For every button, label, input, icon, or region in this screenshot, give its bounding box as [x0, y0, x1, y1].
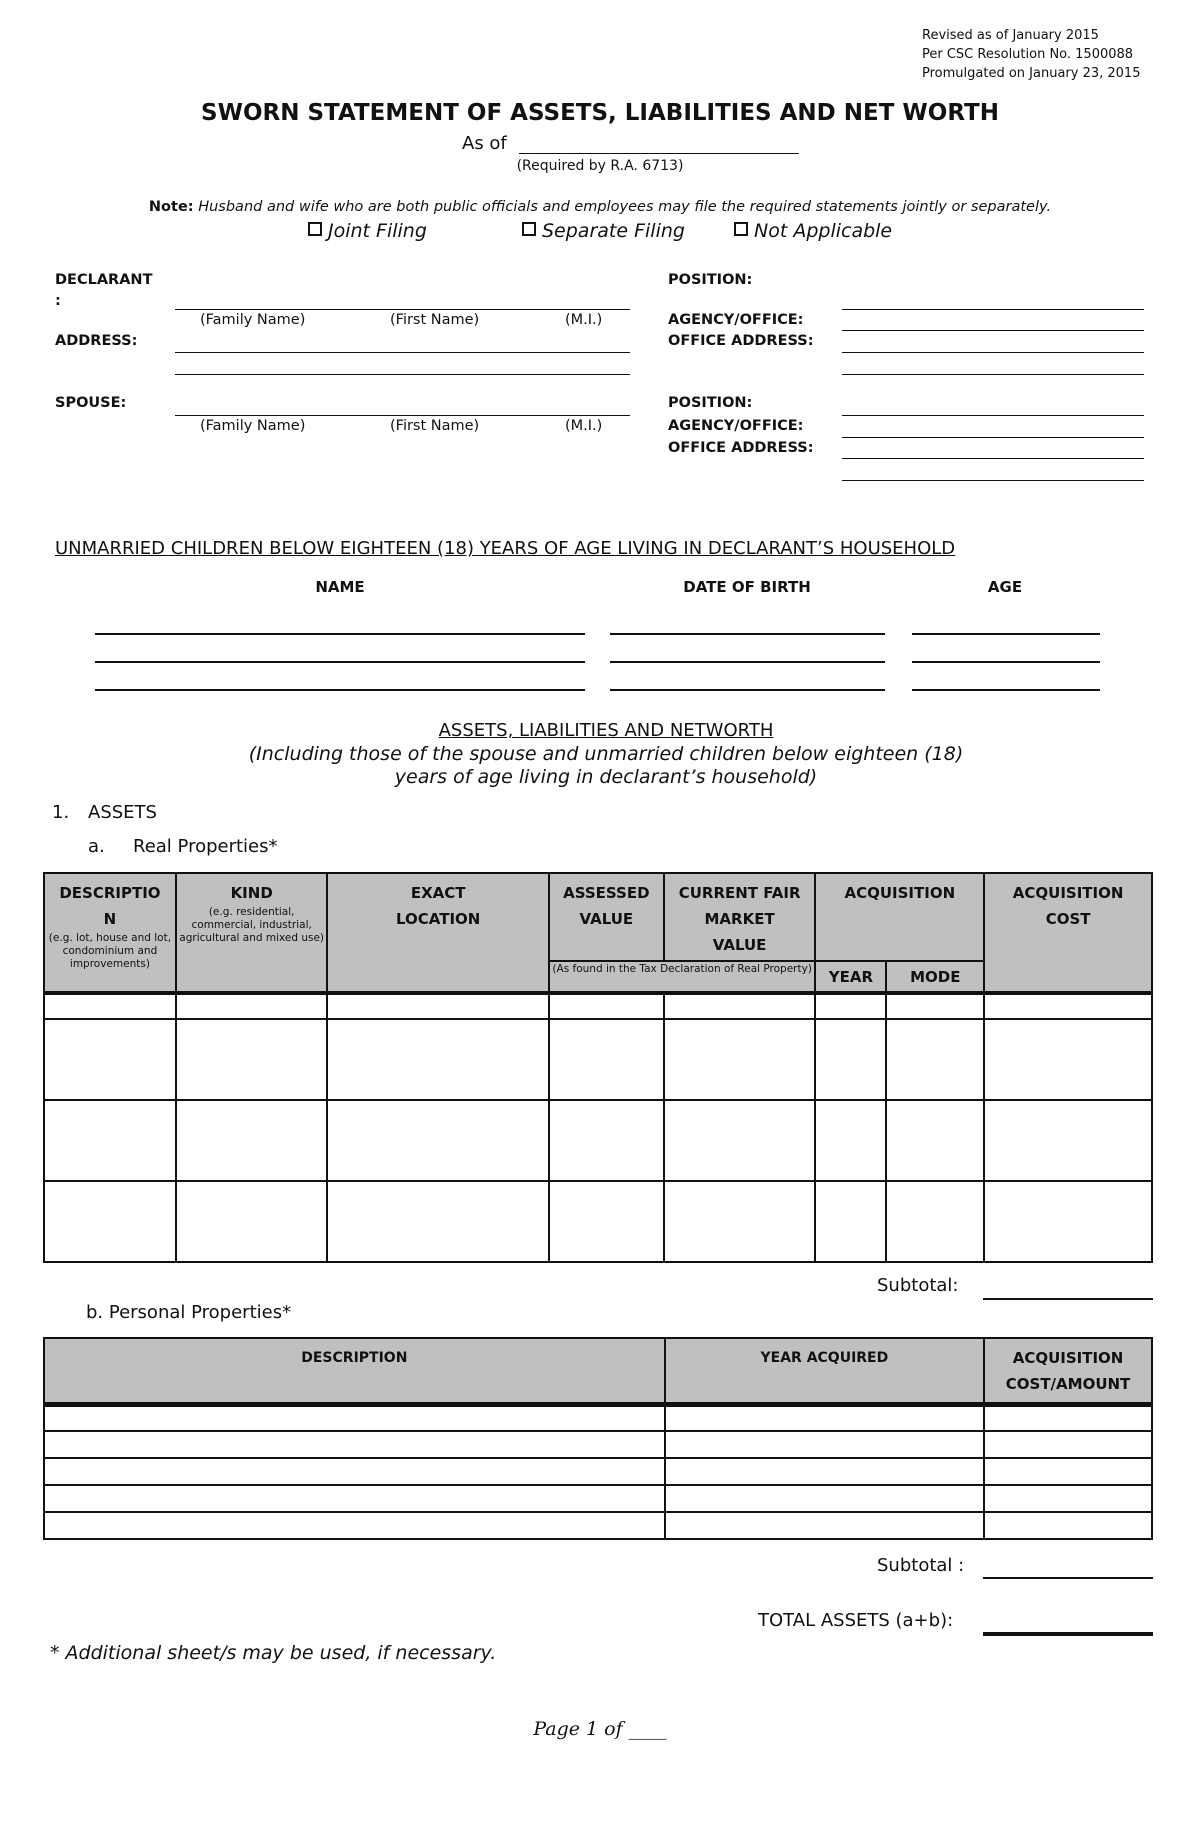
personal-property-cell[interactable] [984, 1485, 1152, 1512]
real-properties-number: a. [88, 836, 105, 857]
real-property-cell[interactable] [176, 993, 328, 1019]
description-header-text-2: N [103, 910, 117, 928]
description-header-note: (e.g. lot, house and lot, condominium and improvements) [48, 932, 172, 970]
child-dob-line[interactable] [610, 633, 885, 635]
personal-year-acquired-header: YEAR ACQUIRED [665, 1338, 984, 1404]
personal-property-cell[interactable] [44, 1404, 665, 1431]
child-name-line[interactable] [95, 689, 585, 691]
personal-property-cell[interactable] [44, 1512, 665, 1539]
acquisition-cost-text-1: ACQUISITION [1012, 884, 1124, 902]
declarant-mi-caption: (M.I.) [565, 312, 603, 328]
child-age-line[interactable] [912, 689, 1100, 691]
not-applicable-label: Not Applicable [754, 220, 893, 242]
children-age-header: AGE [987, 578, 1023, 596]
real-property-cell[interactable] [664, 993, 816, 1019]
real-property-cell[interactable] [664, 1019, 816, 1100]
personal-property-cell[interactable] [984, 1458, 1152, 1485]
real-property-cell[interactable] [815, 1100, 886, 1181]
revision-line: Revised as of January 2015 [922, 28, 1099, 43]
real-property-cell[interactable] [664, 1100, 816, 1181]
fair-market-value-header [664, 873, 816, 961]
tax-declaration-note: (As found in the Tax Declaration of Real Property) [552, 963, 812, 975]
personal-acq-text-2: COST/AMOUNT [1005, 1375, 1131, 1393]
real-property-cell[interactable] [176, 1100, 328, 1181]
separate-filing-option[interactable] [522, 220, 685, 242]
address-line-1[interactable] [175, 352, 630, 353]
real-property-cell[interactable] [549, 1181, 664, 1262]
real-subtotal-line[interactable] [983, 1298, 1153, 1300]
spouse-position-line[interactable] [842, 415, 1144, 416]
declarant-agency-label: AGENCY/OFFICE: [668, 312, 804, 328]
checkbox-icon[interactable] [734, 222, 748, 236]
filing-note [0, 199, 1200, 215]
alnw-heading: ASSETS, LIABILITIES AND NETWORTH [438, 720, 774, 741]
real-property-cell[interactable] [886, 1019, 984, 1100]
revision-info [922, 26, 1140, 83]
personal-subtotal-line[interactable] [983, 1577, 1153, 1579]
child-dob-line[interactable] [610, 661, 885, 663]
kind-header-text: KIND [230, 884, 273, 902]
spouse-office-address-label: OFFICE ADDRESS: [668, 440, 814, 456]
declarant-position-label: POSITION: [668, 272, 753, 288]
fair-market-text-1: CURRENT FAIR [678, 884, 801, 902]
exact-location-header [327, 873, 548, 993]
not-applicable-option[interactable] [734, 220, 892, 242]
joint-filing-label: Joint Filing [328, 220, 427, 242]
real-property-cell[interactable] [815, 993, 886, 1019]
real-property-cell[interactable] [176, 1181, 328, 1262]
personal-subtotal-label: Subtotal : [877, 1555, 965, 1576]
revision-line: Promulgated on January 23, 2015 [922, 66, 1141, 81]
tax-declaration-note-cell [549, 961, 816, 993]
real-property-cell[interactable] [327, 1181, 548, 1262]
child-age-line[interactable] [912, 661, 1100, 663]
spouse-position-label: POSITION: [668, 395, 753, 411]
acquisition-cost-text-2: COST [1045, 910, 1091, 928]
required-by: (Required by R.A. 6713) [516, 158, 684, 174]
declarant-label: DECLARANT [55, 272, 153, 288]
real-property-cell[interactable] [44, 993, 176, 1019]
kind-header-note: (e.g. residential, commercial, industrial, agricultural and mixed use) [179, 906, 325, 944]
declarant-office-address-line-2[interactable] [842, 374, 1144, 375]
revision-line: Per CSC Resolution No. 1500088 [922, 47, 1134, 62]
spouse-name-line[interactable] [175, 415, 630, 416]
declarant-agency-line[interactable] [842, 330, 1144, 331]
spouse-office-address-line-1[interactable] [842, 458, 1144, 459]
spouse-office-address-line-2[interactable] [842, 480, 1144, 481]
checkbox-icon[interactable] [522, 222, 536, 236]
assets-label: ASSETS [88, 802, 157, 823]
note-label: Note: [148, 199, 194, 215]
spouse-family-name-caption: (Family Name) [200, 418, 306, 434]
real-property-cell[interactable] [327, 1100, 548, 1181]
total-assets-line[interactable] [983, 1632, 1153, 1636]
exact-location-text-1: EXACT [410, 884, 466, 902]
real-property-cell[interactable] [984, 993, 1152, 1019]
as-of-label: As of [462, 133, 507, 154]
children-name-header: NAME [315, 578, 365, 596]
child-name-line[interactable] [95, 661, 585, 663]
personal-property-cell[interactable] [665, 1485, 984, 1512]
real-properties-table [43, 872, 1153, 1263]
assessed-value-header [549, 873, 664, 961]
real-property-cell[interactable] [984, 1181, 1152, 1262]
real-properties-label: Real Properties* [133, 836, 278, 857]
fair-market-text-2: MARKET [704, 910, 775, 928]
joint-filing-option[interactable] [308, 220, 427, 242]
personal-property-cell[interactable] [665, 1431, 984, 1458]
address-line-2[interactable] [175, 374, 630, 375]
footnote: * Additional sheet/s may be used, if necessary. [50, 1642, 497, 1664]
child-age-line[interactable] [912, 633, 1100, 635]
spouse-mi-caption: (M.I.) [565, 418, 603, 434]
personal-property-cell[interactable] [44, 1485, 665, 1512]
real-property-cell[interactable] [176, 1019, 328, 1100]
spouse-agency-line[interactable] [842, 437, 1144, 438]
total-assets-label: TOTAL ASSETS (a+b): [758, 1610, 954, 1631]
real-property-cell[interactable] [549, 1100, 664, 1181]
acquisition-year-header: YEAR [815, 961, 886, 993]
personal-property-cell[interactable] [665, 1512, 984, 1539]
real-property-cell[interactable] [984, 1019, 1152, 1100]
personal-property-cell[interactable] [44, 1458, 665, 1485]
children-heading: UNMARRIED CHILDREN BELOW EIGHTEEN (18) YEARS OF AGE LIVING IN DECLARANT’S HOUSEHOLD [55, 538, 956, 559]
personal-property-cell[interactable] [984, 1404, 1152, 1431]
spouse-first-name-caption: (First Name) [390, 418, 480, 434]
declarant-family-name-caption: (Family Name) [200, 312, 306, 328]
address-label: ADDRESS: [55, 333, 138, 349]
fair-market-text-3: VALUE [712, 936, 767, 954]
spouse-label: SPOUSE: [55, 395, 127, 411]
kind-header [176, 873, 328, 993]
personal-properties-table [43, 1337, 1153, 1540]
real-property-cell[interactable] [664, 1181, 816, 1262]
real-property-cell[interactable] [549, 993, 664, 1019]
separate-filing-label: Separate Filing [542, 220, 685, 242]
personal-acq-text-1: ACQUISITION [1012, 1349, 1124, 1367]
acquisition-header: ACQUISITION [815, 873, 984, 961]
assets-number: 1. [52, 802, 70, 823]
real-property-cell[interactable] [44, 1019, 176, 1100]
real-property-cell[interactable] [886, 1100, 984, 1181]
assessed-value-text-2: VALUE [579, 910, 634, 928]
personal-acquisition-cost-header [984, 1338, 1152, 1404]
alnw-subheading-1: (Including those of the spouse and unmarried children below eighteen (18) [248, 743, 964, 765]
personal-property-cell[interactable] [665, 1404, 984, 1431]
personal-properties-label: b. Personal Properties* [86, 1302, 292, 1323]
declarant-office-address-label: OFFICE ADDRESS: [668, 333, 814, 349]
real-property-cell[interactable] [549, 1019, 664, 1100]
assessed-value-text-1: ASSESSED [563, 884, 650, 902]
children-dob-header: DATE OF BIRTH [683, 578, 811, 596]
real-property-cell[interactable] [44, 1181, 176, 1262]
as-of-input-line[interactable] [519, 135, 799, 154]
as-of-field [462, 133, 799, 154]
real-property-cell[interactable] [815, 1181, 886, 1262]
declarant-colon: : [55, 293, 61, 309]
personal-property-cell[interactable] [44, 1431, 665, 1458]
personal-description-header: DESCRIPTION [44, 1338, 665, 1404]
child-name-line[interactable] [95, 633, 585, 635]
declarant-office-address-line-1[interactable] [842, 352, 1144, 353]
description-header-text-1: DESCRIPTIO [59, 884, 161, 902]
note-text: Husband and wife who are both public officials and employees may file the required statements jointly or separately. [198, 199, 1052, 215]
spouse-agency-label: AGENCY/OFFICE: [668, 418, 804, 434]
declarant-name-line[interactable] [175, 309, 630, 310]
acquisition-cost-header [984, 873, 1152, 993]
real-subtotal-label: Subtotal: [877, 1275, 959, 1296]
real-property-cell[interactable] [886, 1181, 984, 1262]
personal-property-cell[interactable] [984, 1431, 1152, 1458]
real-property-cell[interactable] [886, 993, 984, 1019]
exact-location-text-2: LOCATION [396, 910, 481, 928]
form-title: SWORN STATEMENT OF ASSETS, LIABILITIES AND NET WORTH [201, 100, 999, 126]
child-dob-line[interactable] [610, 689, 885, 691]
real-property-cell[interactable] [984, 1100, 1152, 1181]
declarant-first-name-caption: (First Name) [390, 312, 480, 328]
declarant-position-line[interactable] [842, 309, 1144, 310]
personal-property-cell[interactable] [984, 1512, 1152, 1539]
real-property-cell[interactable] [327, 1019, 548, 1100]
real-property-cell[interactable] [815, 1019, 886, 1100]
alnw-subheading-2: years of age living in declarant’s household) [394, 766, 818, 788]
real-property-cell[interactable] [327, 993, 548, 1019]
description-header [44, 873, 176, 993]
real-property-cell[interactable] [44, 1100, 176, 1181]
acquisition-mode-header: MODE [886, 961, 984, 993]
page-number: Page 1 of ____ [533, 1718, 667, 1740]
checkbox-icon[interactable] [308, 222, 322, 236]
personal-property-cell[interactable] [665, 1458, 984, 1485]
